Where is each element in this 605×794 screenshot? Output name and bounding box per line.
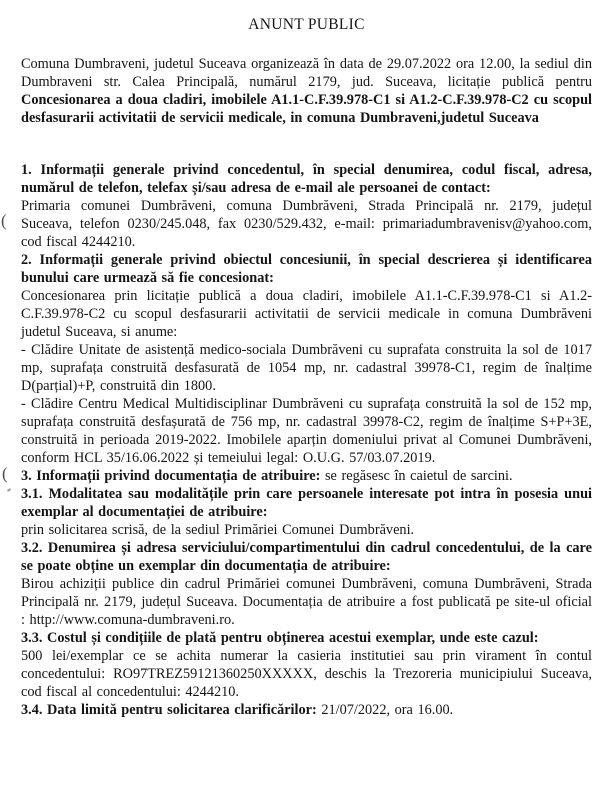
- section-2-body: Concesionarea prin licitație publică a doua cladiri, imobilele A1.1-C.F.39.978-C1 si A1.2-C.F.39.978-C2 cu scopul desfasurarii activitatii de servicii medicale in comuna Dumbrăveni judetul Suceava, si anume:: [21, 288, 592, 340]
- section-2-item-building-2: - Clădire Centru Medical Multidisciplinar Dumbrăveni cu suprafața construită la sol de 152 mp, suprafața construită desfașurată de 756 mp, nr. cadastral 39978-C2, regim de înalțime S+P+3E, construită in perioada 2019-2022. Imobilele aparțin domeniului privat al Comunei Dumbrăveni, conform HCL 35/16.06.2022 și temeiului legal: O.U.G. 57/03.07.2019.: [21, 396, 592, 466]
- section-1-body: Primaria comunei Dumbrăveni, comuna Dumbrăveni, Strada Principală nr. 2179, județul Suceava, telefon 0230/245.048, fax 0230/529.432, e-mail: primariadumbravenisv@yahoo.com, cod fiscal 4244210.: [21, 198, 592, 250]
- section-3-2-body: Birou achiziții publice din cadrul Primăriei comunei Dumbrăveni, comuna Dumbrăveni, Strada Principală nr. 2179, județul Suceava. Documentația de atribuire a fost publicată pe site-ul oficial : http://www.comuna-dumbraveni.ro.: [21, 576, 592, 628]
- document-title: ANUNT PUBLIC: [248, 16, 365, 33]
- section-3-1-heading: 3.1. Modalitatea sau modalitățile prin care persoanele interesate pot intra în posesia unui exemplar al documentației de atribuire:: [21, 486, 592, 520]
- section-3-4-heading: 3.4. Data limită pentru solicitarea clarificărilor:: [21, 702, 317, 718]
- section-2-item-building-1: - Clădire Unitate de asistență medico-sociala Dumbrăveni cu suprafata construita la sol de 1017 mp, suprafața construită desfasurată de 1054 mp, nr. cadastral 39978-C1, regim de înalțime D(parțial)+P, construită din 1800.: [21, 342, 592, 394]
- section-1-heading: 1. Informații generale privind concedentul, în special denumirea, codul fiscal, adresa, numărul de telefon, telefax și/sau adresa de e-mail ale persoanei de contact:: [21, 162, 592, 196]
- section-3-2-heading: 3.2. Denumirea și adresa serviciului/compartimentului din cadrul concedentului, de la care se poate obține un exemplar din documentația de atribuire:: [21, 540, 592, 574]
- section-3-heading: 3. Informații privind documentația de atribuire:: [21, 468, 321, 484]
- intro-subject-bold: Concesionarea a doua cladiri, imobilele A1.1-C.F.39.978-C1 si A1.2-C.F.39.978-C2 cu scopul desfasurarii activitatii de servicii medicale, in comuna Dumbraveni,judetul Suceava: [21, 92, 592, 126]
- intro-paragraph: [21, 55, 592, 127]
- section-3-3-body: 500 lei/exemplar ce se achita numerar la casieria institutiei sau prin virament în contul concedentului: RO97TREZ59121360250XXXXX, deschis la Trezoreria municipiului Suceava, cod fiscal al concedentului: 4244210.: [21, 648, 592, 700]
- section-3-4-body: 21/07/2022, ora 16.00.: [316, 702, 454, 718]
- section-3-1-body: prin solicitarea scrisă, de la sediul Primăriei Comunei Dumbrăveni.: [21, 522, 415, 538]
- section-3-3-heading: 3.3. Costul și condițiile de plată pentru obținerea acestui exemplar, unde este cazul:: [21, 630, 539, 646]
- scan-artifact-parenthesis-1: (: [1, 211, 7, 230]
- section-3-4-line: [21, 701, 592, 719]
- section-3-line: [21, 467, 592, 485]
- section-3-body: se regăsesc în caietul de sarcini.: [320, 468, 513, 484]
- intro-text: Comuna Dumbraveni, judetul Suceava organizează în data de 29.07.2022 ora 12.00, la sediul din Dumbraveni str. Calea Principală, numărul 2179, jud. Suceava, licitație publică pentru: [21, 56, 592, 90]
- section-2-heading: 2. Informații generale privind obiectul concesiunii, în special descrierea și identificarea bunului care urmează să fie concesionat:: [21, 252, 592, 286]
- scan-artifact-parenthesis-2: (: [2, 464, 8, 483]
